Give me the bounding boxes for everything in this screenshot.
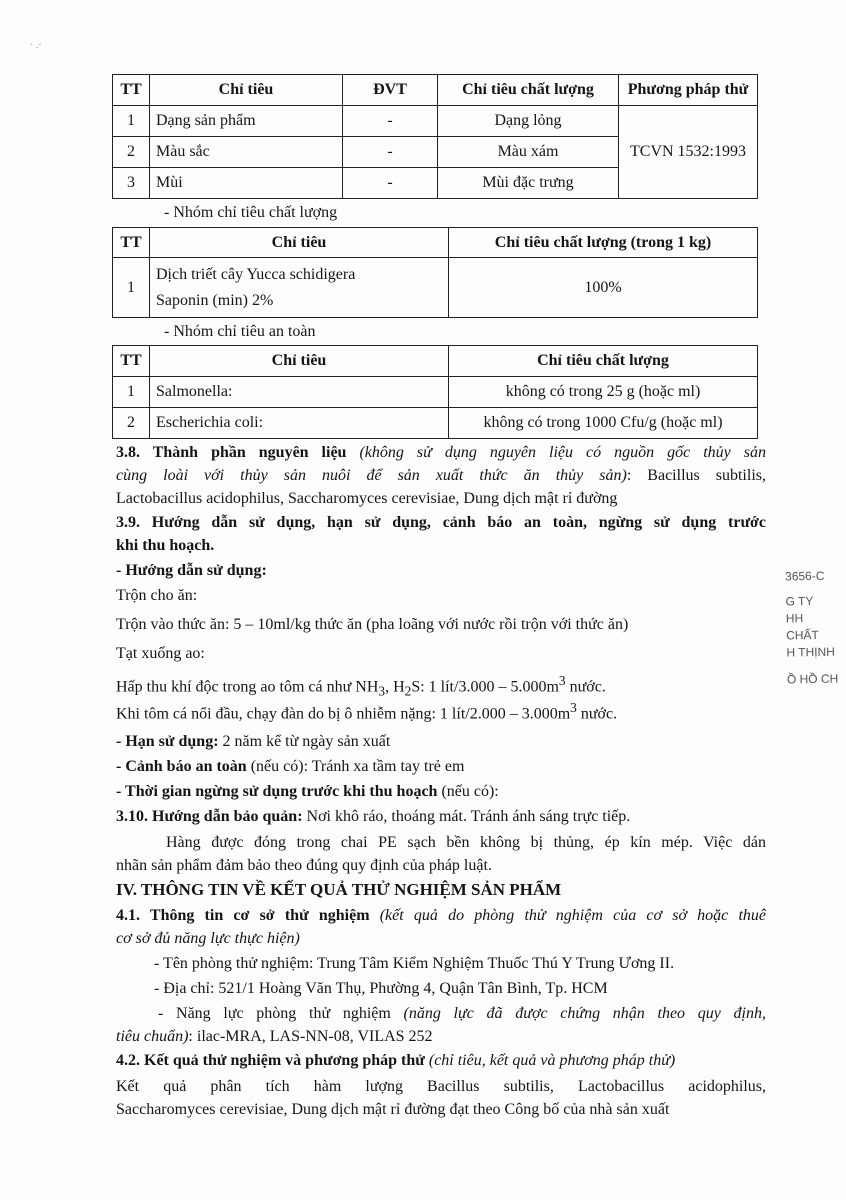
stamp-line: G TY (785, 594, 814, 609)
section-3-8-line1 (116, 442, 766, 464)
stamp-line: CHẤT (786, 627, 819, 643)
float-text-a: Khi tôm cá nổi đầu, chạy đàn do bị ô nhiễm nặng: 1 lít/2.000 – 3.000m (116, 705, 571, 723)
usage-heading: - Hướng dẫn sử dụng: (116, 562, 267, 579)
group-safety-label: - Nhóm chỉ tiêu an toàn (164, 323, 316, 340)
cell-chat-luong: Dạng lỏng (438, 106, 619, 137)
partial-stamp (785, 567, 846, 688)
header-chat-luong: Chỉ tiêu chất lượng (449, 346, 758, 377)
section-4-2-line (116, 1050, 766, 1072)
table-header-row (113, 346, 758, 377)
section-4-1-note-a: (kết quả do phòng thử nghiệm của cơ sở hoặc thuê (379, 907, 766, 924)
header-chat-luong: Chỉ tiêu chất lượng (438, 75, 619, 106)
cell-chi-tieu: Salmonella: (150, 377, 449, 408)
cell-chat-luong: Mùi đặc trưng (438, 168, 619, 199)
stamp-line: Ồ HỒ CH (786, 671, 839, 687)
cell-dvt: - (343, 106, 438, 137)
cell-method: TCVN 1532:1993 (619, 106, 758, 199)
mix-text: Trộn vào thức ăn: 5 – 10ml/kg thức ăn (pha loãng với nước rồi trộn với thức ăn) (116, 616, 629, 633)
warning-line (116, 756, 766, 778)
warning-label: - Cảnh báo an toàn (116, 758, 247, 775)
float-text (116, 697, 766, 725)
scan-speck: · .· (30, 40, 42, 51)
section-3-8-title: 3.8. Thành phần nguyên liệu (116, 444, 347, 461)
cell-chi-tieu: Escherichia coli: (150, 408, 449, 439)
section-3-8-line2 (116, 465, 766, 487)
capacity-value: : ilac-MRA, LAS-NN-08, VILAS 252 (188, 1028, 433, 1045)
absorb-text-b: , H (385, 678, 405, 696)
capacity-label: - Năng lực phòng thử nghiệm (158, 1005, 391, 1022)
capacity-note-a: (năng lực đã được chứng nhận theo quy định, (403, 1005, 767, 1022)
withdraw-line (116, 781, 766, 803)
header-phuong-phap: Phương pháp thử (619, 75, 758, 106)
cell-dvt: - (343, 168, 438, 199)
absorb-sup: 3 (558, 673, 566, 688)
group-quality-label: - Nhóm chỉ tiêu chất lượng (164, 204, 338, 221)
safety-criteria-table (112, 345, 758, 439)
section-3-8-ingredients-b: Lactobacillus acidophilus, Saccharomyces cerevisiae, Dung dịch mật rỉ đường (116, 490, 618, 507)
packaging-line1: Hàng được đóng trong chai PE sạch bền không bị thủng, ép kín mép. Việc dán (166, 834, 766, 851)
header-chi-tieu: Chỉ tiêu (150, 228, 449, 258)
packaging-line2: nhãn sản phẩm đảm bảo theo đúng quy định của pháp luật. (116, 857, 492, 874)
table-row (113, 106, 758, 137)
withdraw-label: - Thời gian ngừng sử dụng trước khi thu hoạch (116, 783, 438, 800)
section-3-10-line (116, 806, 766, 828)
section-4-1-line1 (116, 905, 766, 927)
capacity-line1 (158, 1003, 766, 1025)
header-tt: TT (113, 346, 150, 377)
cell-tt: 2 (113, 137, 150, 168)
section-4-1-note-b: cơ sở đủ năng lực thực hiện) (116, 930, 300, 947)
section-3-8-note-a: (không sử dụng nguyên liệu có nguồn gốc thủy sản (359, 444, 766, 461)
table-row (113, 377, 758, 408)
cell-tt: 1 (113, 258, 150, 318)
general-criteria-table (112, 74, 758, 199)
stamp-line: 3656-C (784, 568, 825, 584)
cell-chi-tieu: Mùi (150, 168, 343, 199)
section-3-10-title: 3.10. Hướng dẫn bảo quản: (116, 808, 303, 825)
cell-tt: 1 (113, 106, 150, 137)
header-chi-tieu: Chỉ tiêu (150, 346, 449, 377)
warning-value: (nếu có): Tránh xa tầm tay trẻ em (246, 758, 465, 775)
absorb-text-d: nước. (565, 678, 606, 696)
cell-chat-luong: Màu xám (438, 137, 619, 168)
header-tt: TT (113, 228, 150, 258)
absorb-text-a: Hấp thu khí độc trong ao tôm cá như NH (116, 678, 379, 696)
section-4-1-title: 4.1. Thông tin cơ sở thử nghiệm (116, 907, 370, 924)
withdraw-value: (nếu có): (437, 783, 499, 800)
ingredient-line: Dịch triết cây Yucca schidigera (156, 265, 356, 283)
quality-criteria-table (112, 227, 758, 318)
cell-chat-luong: không có trong 25 g (hoặc ml) (449, 377, 758, 408)
cell-chat-luong: không có trong 1000 Cfu/g (hoặc ml) (449, 408, 758, 439)
absorb-text-c: S: 1 lít/3.000 – 5.000m (411, 678, 559, 696)
section-iv-title: IV. THÔNG TIN VỀ KẾT QUẢ THỬ NGHIỆM SẢN PHẨM (116, 880, 562, 899)
section-4-2-title: 4.2. Kết quả thử nghiệm và phương pháp thử (116, 1052, 425, 1069)
cell-tt: 3 (113, 168, 150, 199)
section-3-10-text: Nơi khô ráo, thoáng mát. Tránh ánh sáng trực tiếp. (302, 808, 631, 825)
expiry-label: - Hạn sử dụng: (116, 733, 219, 750)
header-dvt: ĐVT (343, 75, 438, 106)
table-row (113, 258, 758, 318)
lab-name: - Tên phòng thử nghiệm: Trung Tâm Kiểm Nghiệm Thuốc Thú Y Trung Ương II. (154, 955, 675, 972)
absorb-sub-2: 2 (404, 683, 412, 699)
float-sup: 3 (570, 700, 577, 715)
header-chat-luong: Chỉ tiêu chất lượng (trong 1 kg) (449, 228, 758, 258)
expiry-line (116, 731, 766, 753)
cell-tt: 2 (113, 408, 150, 439)
cell-chi-tieu (150, 258, 449, 318)
cell-chi-tieu: Dạng sản phẩm (150, 106, 343, 137)
mix-heading: Trộn cho ăn: (116, 587, 198, 604)
lab-address: - Địa chỉ: 521/1 Hoàng Văn Thụ, Phường 4, Quận Tân Bình, Tp. HCM (154, 980, 608, 997)
cell-tt: 1 (113, 377, 150, 408)
result-line1: Kết quả phân tích hàm lượng Bacillus subtilis, Lactobacillus acidophilus, (116, 1078, 766, 1095)
cell-chi-tieu: Màu sắc (150, 137, 343, 168)
section-4-1-line2 (116, 928, 766, 950)
section-3-8-note-b: cùng loài với thủy sản nuôi để sản xuất thức ăn thủy sản) (116, 467, 627, 484)
result-line2: Saccharomyces cerevisiae, Dung dịch mật rỉ đường đạt theo Công bố của nhà sản xuất (116, 1101, 670, 1118)
capacity-line2 (116, 1026, 766, 1048)
section-4-2-note: (chỉ tiêu, kết quả và phương pháp thử) (428, 1052, 676, 1069)
section-3-8-ingredients-a: : Bacillus subtilis, (626, 467, 766, 484)
stamp-line: H THỊNH (786, 644, 835, 660)
header-chi-tieu: Chỉ tiêu (150, 75, 343, 106)
section-3-9-title-a: 3.9. Hướng dẫn sử dụng, hạn sử dụng, cảnh báo an toàn, ngừng sử dụng trước (116, 514, 766, 531)
section-3-9-title-b: khi thu hoạch. (116, 537, 215, 554)
table-row (113, 408, 758, 439)
stamp-line: HH (785, 611, 804, 626)
capacity-note-b: tiêu chuẩn) (116, 1028, 189, 1045)
saponin-line: Saponin (min) 2% (156, 291, 274, 309)
header-tt: TT (113, 75, 150, 106)
cell-value: 100% (449, 258, 758, 318)
table-header-row (113, 228, 758, 258)
cell-dvt: - (343, 137, 438, 168)
expiry-value: 2 năm kể từ ngày sản xuất (218, 733, 391, 750)
table-header-row (113, 75, 758, 106)
absorb-sub-1: 3 (378, 683, 386, 699)
spray-heading: Tạt xuống ao: (116, 645, 205, 662)
float-text-b: nước. (576, 705, 618, 723)
